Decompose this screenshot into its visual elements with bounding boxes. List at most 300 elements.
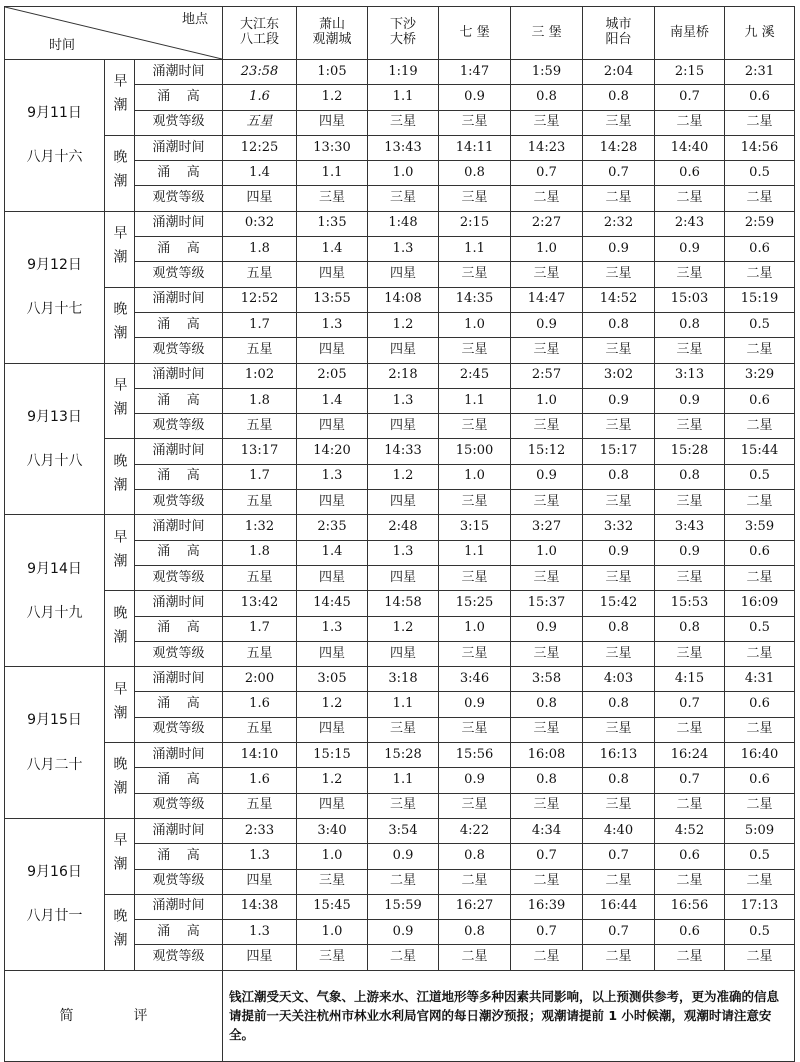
grade-value: 四星 [368, 565, 439, 590]
item-label-time: 涌潮时间 [135, 894, 223, 919]
session-text: 晚潮 [111, 756, 128, 805]
grade-value: 五星 [223, 793, 297, 818]
table-row [5, 591, 795, 616]
height-value: 0.9 [511, 464, 583, 489]
summary-row [5, 970, 795, 1061]
height-value: 0.5 [725, 161, 795, 186]
time-value: 3:59 [725, 515, 795, 540]
lunar-date: 八月十七 [26, 301, 83, 318]
time-value: 15:00 [439, 439, 511, 464]
height-value: 1.2 [297, 85, 368, 110]
grade-value: 五星 [223, 717, 297, 742]
grade-value: 四星 [368, 641, 439, 666]
evening-tide-label [105, 287, 135, 363]
solar-date: 9月15日 [27, 712, 82, 729]
grade-value: 三星 [655, 490, 725, 515]
grade-value: 二星 [725, 717, 795, 742]
grade-value: 四星 [223, 945, 297, 970]
time-value: 2:35 [297, 515, 368, 540]
grade-value: 三星 [511, 338, 583, 363]
table-row [5, 363, 795, 388]
time-value: 15:28 [368, 743, 439, 768]
height-value: 0.6 [725, 540, 795, 565]
time-value: 2:33 [223, 818, 297, 843]
time-value: 14:35 [439, 287, 511, 312]
evening-tide-label [105, 591, 135, 667]
grade-value: 三星 [583, 110, 655, 135]
height-value: 1.8 [223, 237, 297, 262]
time-value: 1:19 [368, 60, 439, 85]
grade-value: 二星 [725, 869, 795, 894]
grade-value: 五星 [223, 490, 297, 515]
time-value: 14:47 [511, 287, 583, 312]
grade-value: 三星 [511, 490, 583, 515]
grade-value: 三星 [511, 793, 583, 818]
item-label-time: 涌潮时间 [135, 439, 223, 464]
height-value: 1.4 [297, 388, 368, 413]
time-value: 3:13 [655, 363, 725, 388]
grade-value: 四星 [297, 717, 368, 742]
time-value: 4:52 [655, 818, 725, 843]
height-value: 0.9 [368, 920, 439, 945]
time-value: 15:59 [368, 894, 439, 919]
height-value: 0.8 [655, 464, 725, 489]
time-value: 14:45 [297, 591, 368, 616]
grade-value: 二星 [655, 186, 725, 211]
header-row [5, 7, 795, 60]
height-value: 1.2 [297, 768, 368, 793]
height-value: 0.9 [583, 388, 655, 413]
item-label-time: 涌潮时间 [135, 743, 223, 768]
item-label-grade: 观赏等级 [135, 262, 223, 287]
height-value: 0.8 [583, 464, 655, 489]
item-label-grade: 观赏等级 [135, 186, 223, 211]
time-value: 15:42 [583, 591, 655, 616]
height-value: 0.9 [655, 237, 725, 262]
session-text: 晚潮 [111, 149, 128, 198]
evening-tide-label [105, 439, 135, 515]
height-value: 1.0 [511, 540, 583, 565]
height-value: 0.7 [583, 844, 655, 869]
grade-value: 三星 [368, 110, 439, 135]
height-value: 1.8 [223, 540, 297, 565]
height-value: 1.2 [368, 464, 439, 489]
table-row [5, 60, 795, 85]
grade-value: 二星 [511, 869, 583, 894]
date-cell [5, 363, 105, 515]
time-value: 0:32 [223, 211, 297, 236]
time-value: 14:20 [297, 439, 368, 464]
grade-value: 三星 [511, 262, 583, 287]
time-value: 13:42 [223, 591, 297, 616]
height-value: 1.7 [223, 616, 297, 641]
grade-value: 五星 [223, 414, 297, 439]
morning-tide-label [105, 667, 135, 743]
lunar-date: 八月十六 [26, 149, 83, 166]
grade-value: 二星 [655, 717, 725, 742]
corner-time-label: 时间 [49, 38, 76, 54]
height-value: 0.9 [368, 844, 439, 869]
session-text: 早潮 [111, 528, 128, 577]
height-value: 1.1 [439, 237, 511, 262]
height-value: 0.7 [655, 768, 725, 793]
item-label-time: 涌潮时间 [135, 135, 223, 160]
height-value: 0.7 [511, 920, 583, 945]
table-row [5, 894, 795, 919]
height-value: 0.9 [511, 312, 583, 337]
time-value: 15:56 [439, 743, 511, 768]
time-value: 3:18 [368, 667, 439, 692]
time-value: 4:15 [655, 667, 725, 692]
time-value: 3:02 [583, 363, 655, 388]
height-value: 0.6 [725, 692, 795, 717]
item-label-grade: 观赏等级 [135, 490, 223, 515]
height-value: 0.5 [725, 312, 795, 337]
grade-value: 三星 [439, 414, 511, 439]
time-value: 15:45 [297, 894, 368, 919]
table-row [5, 135, 795, 160]
height-value: 1.6 [223, 692, 297, 717]
grade-value: 四星 [297, 262, 368, 287]
time-value: 15:25 [439, 591, 511, 616]
height-value: 0.6 [655, 844, 725, 869]
solar-date: 9月12日 [27, 257, 82, 274]
time-value: 14:28 [583, 135, 655, 160]
date-cell [5, 60, 105, 212]
grade-value: 二星 [655, 869, 725, 894]
grade-value: 三星 [297, 945, 368, 970]
grade-value: 二星 [583, 945, 655, 970]
grade-value: 四星 [368, 490, 439, 515]
grade-value: 三星 [368, 793, 439, 818]
height-value: 0.7 [511, 161, 583, 186]
item-label-grade: 观赏等级 [135, 793, 223, 818]
time-value: 2:32 [583, 211, 655, 236]
height-value: 0.9 [583, 237, 655, 262]
grade-value: 二星 [511, 945, 583, 970]
time-value: 3:58 [511, 667, 583, 692]
time-value: 2:18 [368, 363, 439, 388]
grade-value: 三星 [439, 262, 511, 287]
grade-value: 三星 [583, 490, 655, 515]
location-header: 萧山 观潮城 [297, 7, 368, 60]
time-value: 2:15 [439, 211, 511, 236]
grade-value: 二星 [725, 490, 795, 515]
grade-value: 三星 [511, 641, 583, 666]
item-label-time: 涌潮时间 [135, 667, 223, 692]
grade-value: 四星 [223, 869, 297, 894]
evening-tide-label [105, 894, 135, 970]
time-value: 14:33 [368, 439, 439, 464]
session-text: 早潮 [111, 680, 128, 729]
time-value: 1:32 [223, 515, 297, 540]
height-value: 0.9 [439, 692, 511, 717]
session-text: 晚潮 [111, 301, 128, 350]
time-value: 15:37 [511, 591, 583, 616]
grade-value: 四星 [297, 490, 368, 515]
height-value: 1.4 [223, 161, 297, 186]
grade-value: 三星 [583, 338, 655, 363]
height-value: 0.8 [439, 844, 511, 869]
height-value: 0.5 [725, 844, 795, 869]
time-value: 14:40 [655, 135, 725, 160]
grade-value: 三星 [583, 717, 655, 742]
item-label-time: 涌潮时间 [135, 287, 223, 312]
time-value: 15:44 [725, 439, 795, 464]
item-label-grade: 观赏等级 [135, 717, 223, 742]
item-label-height: 涌 高 [135, 161, 223, 186]
grade-value: 二星 [725, 793, 795, 818]
grade-value: 四星 [297, 338, 368, 363]
height-value: 1.7 [223, 312, 297, 337]
height-value: 1.1 [439, 540, 511, 565]
time-value: 2:05 [297, 363, 368, 388]
item-label-grade: 观赏等级 [135, 110, 223, 135]
height-value: 0.9 [583, 540, 655, 565]
height-value: 1.0 [511, 237, 583, 262]
session-text: 晚潮 [111, 908, 128, 957]
summary-text: 钱江潮受天文、气象、上游来水、江道地形等多种因素共同影响，以上预测供参考，更为准确的信息请提前一天关注杭州市林业水利局官网的每日潮汐预报；观潮请提前 1 小时候潮，观潮时请注意安全。 [223, 970, 795, 1061]
time-value: 2:43 [655, 211, 725, 236]
time-value: 23:58 [223, 60, 297, 85]
item-label-height: 涌 高 [135, 920, 223, 945]
grade-value: 三星 [368, 186, 439, 211]
time-value: 14:52 [583, 287, 655, 312]
height-value: 1.3 [297, 312, 368, 337]
height-value: 0.7 [655, 692, 725, 717]
height-value: 1.0 [297, 844, 368, 869]
evening-tide-label [105, 135, 135, 211]
grade-value: 二星 [368, 945, 439, 970]
table-row [5, 439, 795, 464]
grade-value: 三星 [655, 565, 725, 590]
time-value: 15:15 [297, 743, 368, 768]
solar-date: 9月14日 [27, 560, 82, 577]
time-value: 1:05 [297, 60, 368, 85]
grade-value: 三星 [511, 717, 583, 742]
height-value: 1.1 [368, 692, 439, 717]
time-value: 3:43 [655, 515, 725, 540]
morning-tide-label [105, 60, 135, 136]
height-value: 1.3 [223, 920, 297, 945]
time-value: 4:40 [583, 818, 655, 843]
grade-value: 二星 [583, 186, 655, 211]
height-value: 0.8 [583, 312, 655, 337]
item-label-time: 涌潮时间 [135, 591, 223, 616]
grade-value: 二星 [655, 110, 725, 135]
session-text: 晚潮 [111, 604, 128, 653]
location-header: 南星桥 [655, 7, 725, 60]
height-value: 0.8 [583, 85, 655, 110]
table-row [5, 287, 795, 312]
table-row [5, 211, 795, 236]
time-value: 15:12 [511, 439, 583, 464]
grade-value: 二星 [725, 186, 795, 211]
height-value: 1.2 [297, 692, 368, 717]
grade-value: 二星 [725, 565, 795, 590]
grade-value: 三星 [511, 565, 583, 590]
time-value: 2:31 [725, 60, 795, 85]
time-value: 16:44 [583, 894, 655, 919]
time-value: 16:24 [655, 743, 725, 768]
item-label-time: 涌潮时间 [135, 818, 223, 843]
time-value: 16:39 [511, 894, 583, 919]
lunar-date: 八月二十 [26, 756, 83, 773]
grade-value: 二星 [439, 869, 511, 894]
grade-value: 三星 [511, 414, 583, 439]
grade-value: 三星 [439, 338, 511, 363]
grade-value: 五星 [223, 110, 297, 135]
lunar-date: 八月廿一 [26, 908, 83, 925]
time-value: 14:08 [368, 287, 439, 312]
time-value: 2:45 [439, 363, 511, 388]
height-value: 0.8 [439, 920, 511, 945]
tide-table [4, 6, 795, 1062]
time-value: 1:48 [368, 211, 439, 236]
height-value: 1.4 [297, 540, 368, 565]
item-label-height: 涌 高 [135, 312, 223, 337]
item-label-grade: 观赏等级 [135, 565, 223, 590]
grade-value: 二星 [655, 945, 725, 970]
item-label-height: 涌 高 [135, 388, 223, 413]
grade-value: 五星 [223, 565, 297, 590]
time-value: 1:35 [297, 211, 368, 236]
grade-value: 三星 [583, 262, 655, 287]
time-value: 14:58 [368, 591, 439, 616]
item-label-time: 涌潮时间 [135, 211, 223, 236]
height-value: 1.6 [223, 85, 297, 110]
grade-value: 四星 [297, 110, 368, 135]
session-text: 早潮 [111, 225, 128, 274]
time-value: 2:57 [511, 363, 583, 388]
grade-value: 三星 [368, 717, 439, 742]
item-label-height: 涌 高 [135, 237, 223, 262]
grade-value: 四星 [223, 186, 297, 211]
height-value: 0.9 [439, 85, 511, 110]
height-value: 0.8 [655, 616, 725, 641]
item-label-height: 涌 高 [135, 464, 223, 489]
table-row [5, 818, 795, 843]
grade-value: 二星 [655, 793, 725, 818]
time-value: 3:40 [297, 818, 368, 843]
time-value: 13:43 [368, 135, 439, 160]
item-label-height: 涌 高 [135, 616, 223, 641]
grade-value: 三星 [439, 565, 511, 590]
height-value: 0.6 [725, 85, 795, 110]
time-value: 13:17 [223, 439, 297, 464]
time-value: 3:32 [583, 515, 655, 540]
height-value: 1.1 [297, 161, 368, 186]
height-value: 0.6 [725, 768, 795, 793]
height-value: 1.1 [368, 768, 439, 793]
grade-value: 三星 [439, 490, 511, 515]
time-value: 2:27 [511, 211, 583, 236]
header-corner-cell [5, 7, 223, 60]
solar-date: 9月16日 [27, 864, 82, 881]
height-value: 1.3 [368, 540, 439, 565]
grade-value: 五星 [223, 338, 297, 363]
time-value: 1:02 [223, 363, 297, 388]
height-value: 0.8 [583, 692, 655, 717]
time-value: 4:22 [439, 818, 511, 843]
time-value: 3:05 [297, 667, 368, 692]
session-text: 早潮 [111, 832, 128, 881]
height-value: 0.5 [725, 464, 795, 489]
grade-value: 五星 [223, 641, 297, 666]
solar-date: 9月11日 [27, 105, 82, 122]
grade-value: 三星 [655, 262, 725, 287]
session-text: 早潮 [111, 377, 128, 425]
height-value: 0.7 [583, 920, 655, 945]
corner-location-label: 地点 [182, 12, 209, 27]
date-cell [5, 818, 105, 970]
time-value: 2:59 [725, 211, 795, 236]
height-value: 1.3 [297, 616, 368, 641]
grade-value: 二星 [439, 945, 511, 970]
item-label-grade: 观赏等级 [135, 414, 223, 439]
time-value: 15:17 [583, 439, 655, 464]
height-value: 1.3 [368, 388, 439, 413]
height-value: 1.7 [223, 464, 297, 489]
grade-value: 二星 [725, 110, 795, 135]
morning-tide-label [105, 211, 135, 287]
height-value: 0.8 [583, 616, 655, 641]
height-value: 0.7 [511, 844, 583, 869]
height-value: 0.6 [725, 237, 795, 262]
height-value: 0.8 [511, 85, 583, 110]
height-value: 0.6 [655, 920, 725, 945]
time-value: 17:13 [725, 894, 795, 919]
height-value: 1.0 [439, 312, 511, 337]
item-label-height: 涌 高 [135, 85, 223, 110]
height-value: 0.8 [439, 161, 511, 186]
time-value: 16:13 [583, 743, 655, 768]
date-cell [5, 667, 105, 819]
time-value: 16:27 [439, 894, 511, 919]
table-row [5, 515, 795, 540]
time-value: 4:03 [583, 667, 655, 692]
grade-value: 二星 [725, 262, 795, 287]
time-value: 2:04 [583, 60, 655, 85]
time-value: 1:59 [511, 60, 583, 85]
height-value: 1.4 [297, 237, 368, 262]
height-value: 0.7 [583, 161, 655, 186]
grade-value: 三星 [439, 793, 511, 818]
height-value: 0.8 [511, 768, 583, 793]
time-value: 3:27 [511, 515, 583, 540]
grade-value: 三星 [655, 414, 725, 439]
time-value: 3:15 [439, 515, 511, 540]
height-value: 1.2 [368, 616, 439, 641]
height-value: 0.5 [725, 616, 795, 641]
grade-value: 三星 [655, 338, 725, 363]
height-value: 1.3 [368, 237, 439, 262]
time-value: 14:56 [725, 135, 795, 160]
height-value: 1.1 [439, 388, 511, 413]
tide-forecast-document [4, 6, 794, 1062]
time-value: 13:55 [297, 287, 368, 312]
lunar-date: 八月十八 [26, 452, 83, 469]
location-header: 三 堡 [511, 7, 583, 60]
item-label-height: 涌 高 [135, 768, 223, 793]
time-value: 2:48 [368, 515, 439, 540]
height-value: 0.5 [725, 920, 795, 945]
time-value: 16:09 [725, 591, 795, 616]
morning-tide-label [105, 818, 135, 894]
grade-value: 四星 [297, 641, 368, 666]
time-value: 14:11 [439, 135, 511, 160]
time-value: 12:52 [223, 287, 297, 312]
